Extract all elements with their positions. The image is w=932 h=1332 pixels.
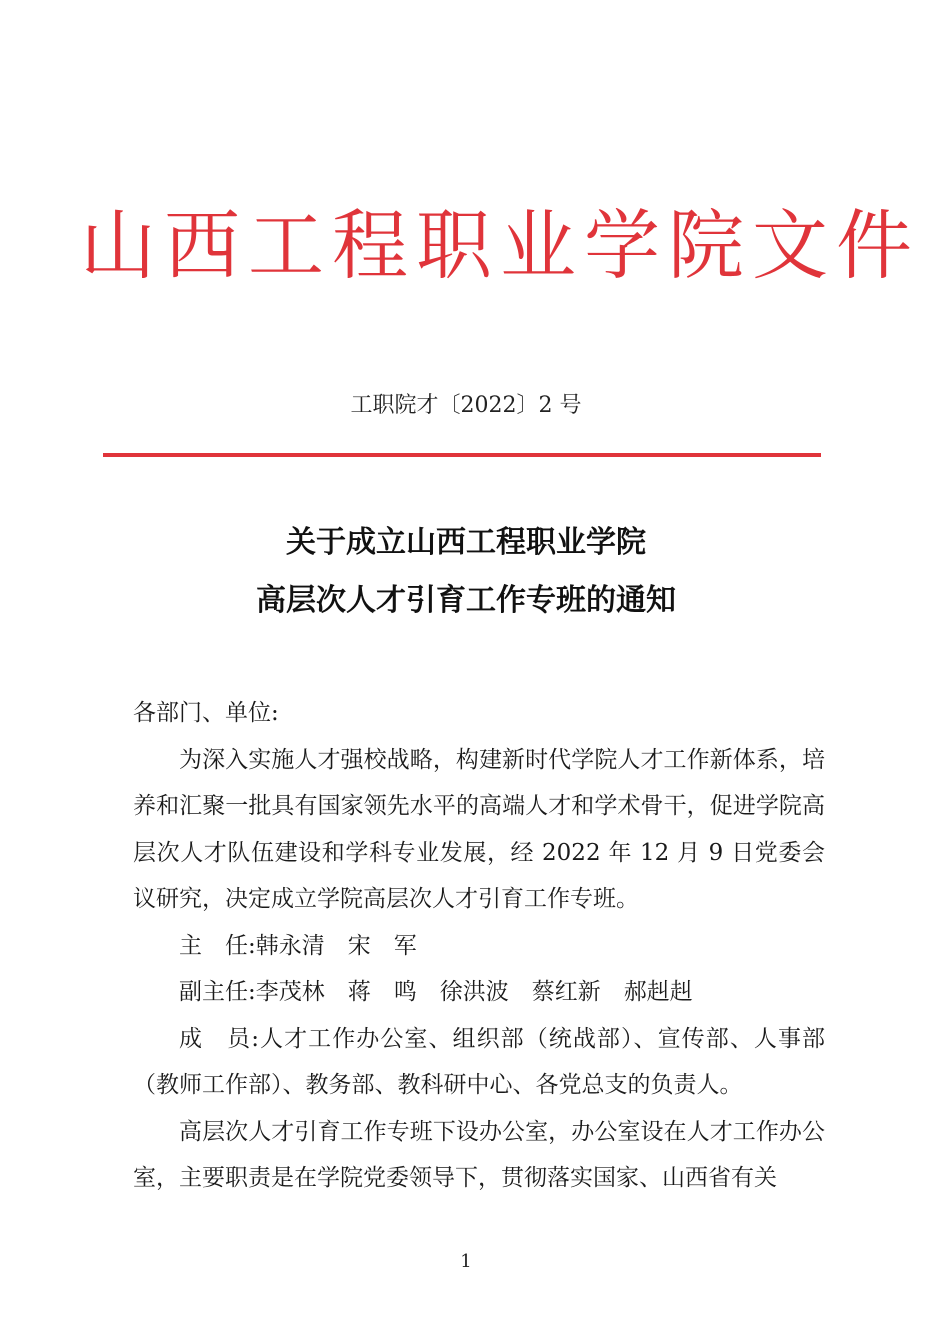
deputy-director-name: 蔡红新: [531, 979, 601, 1005]
paragraph-office: 高层次人才引育工作专班下设办公室，办公室设在人才工作办公室，主要职责是在学院党委领导下，贯彻落实国家、山西省有关: [133, 1118, 825, 1191]
director-name: 宋 军: [347, 932, 417, 959]
members-paragraph: [133, 1016, 825, 1109]
members-text: 人才工作办公室、组织部（统战部）、宣传部、人事部（教师工作部）、教务部、教科研中心、各党总支的负责人。: [133, 1025, 826, 1098]
page-number: 1: [460, 1251, 472, 1272]
director-name: 韩永清: [255, 932, 325, 959]
director-row: [133, 923, 825, 970]
deputy-director-name: 徐洪波: [439, 979, 509, 1005]
salutation: 各部门、单位:: [133, 700, 279, 726]
paragraph-purpose: 为深入实施人才强校战略，构建新时代学院人才工作新体系，培养和汇聚一批具有国家领先水平的高端人才和学术骨干，促进学院高层次人才队伍建设和学科专业发展，经 2022 年 12 月 9 日党委会议研究，决定成立学院高层次人才引育工作专班。: [133, 746, 825, 912]
notice-body: [133, 690, 825, 1202]
deputy-director-label: 副主任:: [179, 979, 256, 1005]
red-separator-rule: [103, 453, 821, 457]
institution-file-title: 山西工程职业学院文件: [80, 201, 920, 290]
notice-title-line-2: 高层次人才引育工作专班的通知: [256, 583, 676, 618]
deputy-director-row: [133, 969, 825, 1016]
notice-title: [0, 514, 932, 630]
deputy-director-name: 郝赳赳: [623, 979, 693, 1005]
notice-title-line-1: 关于成立山西工程职业学院: [286, 525, 646, 560]
deputy-director-name: 蒋 鸣: [347, 979, 417, 1005]
director-label: 主 任:: [179, 932, 256, 959]
deputy-director-name: 李茂林: [255, 979, 325, 1005]
members-label: 成 员:: [179, 1025, 259, 1052]
document-number: 工职院才〔2022〕2 号: [350, 393, 582, 418]
